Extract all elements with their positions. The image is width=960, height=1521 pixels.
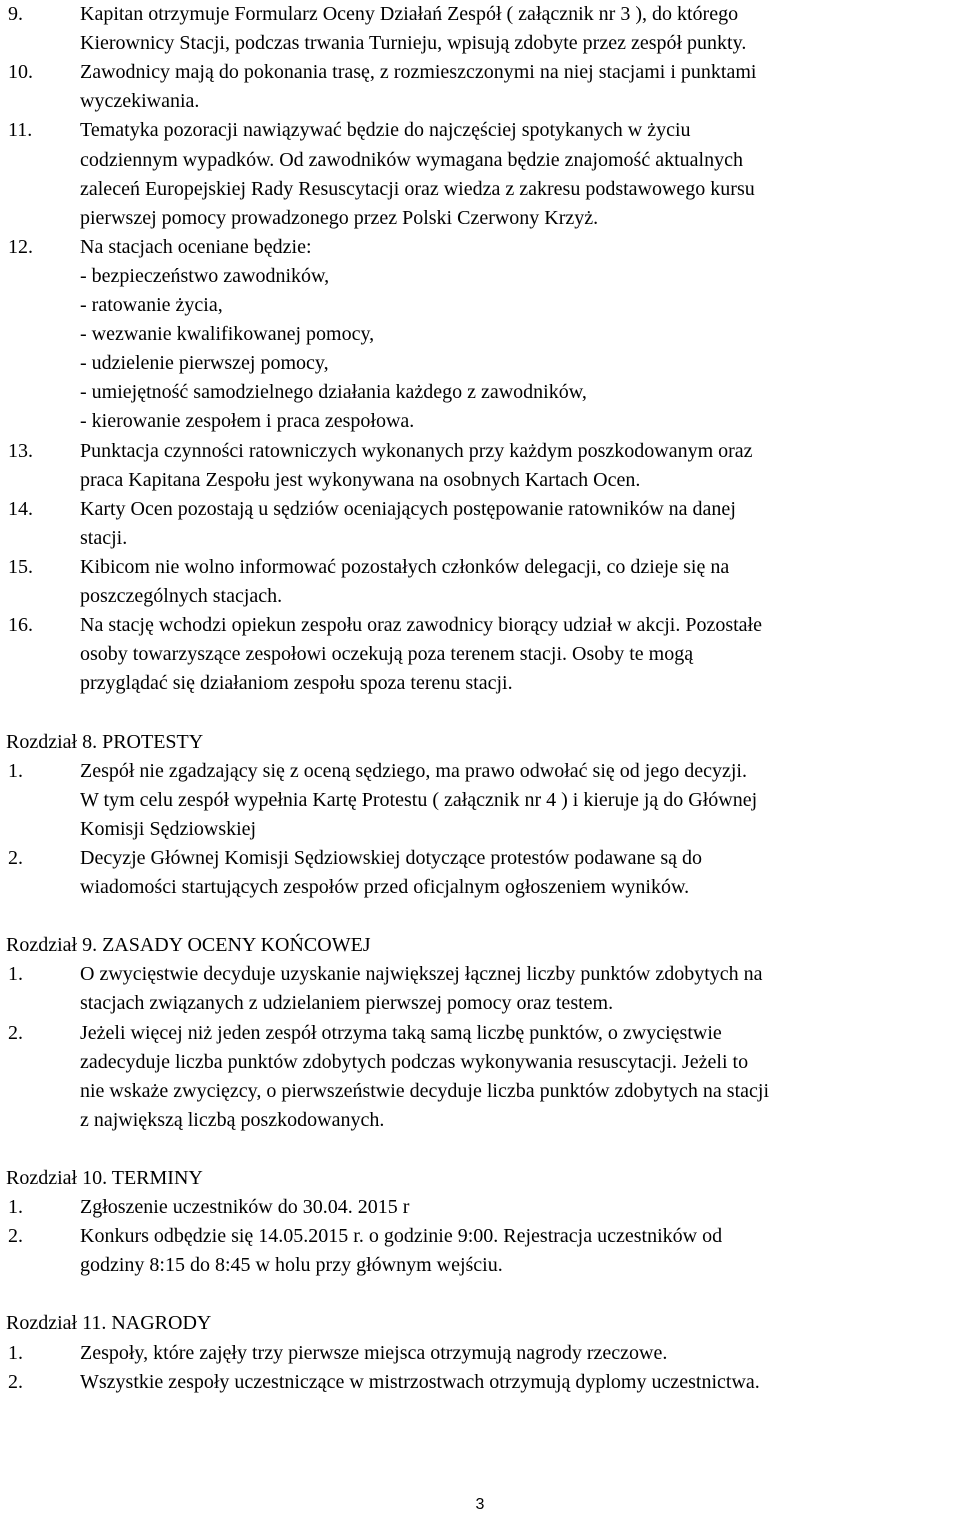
item-number: 1. <box>8 1196 23 1218</box>
item-number: 13. <box>8 440 33 462</box>
item-text: zaleceń Europejskiej Rady Resuscytacji oraz wiedza z zakresu podstawowego kursu <box>80 178 755 200</box>
item-text: stacji. <box>80 527 128 549</box>
item-text: - kierowanie zespołem i praca zespołowa. <box>80 410 415 432</box>
item-text: Konkurs odbędzie się 14.05.2015 r. o godzinie 9:00. Rejestracja uczestników od <box>80 1225 723 1247</box>
item-text: poszczególnych stacjach. <box>80 585 283 607</box>
section-heading-text: Rozdział 8. PROTESTY <box>6 731 204 753</box>
item-number: 9. <box>8 3 23 25</box>
item-number: 1. <box>8 1342 23 1364</box>
item-text: z największą liczbą poszkodowanych. <box>80 1109 385 1131</box>
item-text: wiadomości startujących zespołów przed oficjalnym ogłoszeniem wyników. <box>80 876 690 898</box>
item-text: Komisji Sędziowskiej <box>80 818 257 840</box>
item-text: Karty Ocen pozostają u sędziów oceniających postępowanie ratowników na danej <box>80 498 736 520</box>
item-text: nie wskaże zwycięzcy, o pierwszeństwie decyduje liczba punktów zdobytych na stacji <box>80 1080 769 1102</box>
item-text: O zwycięstwie decyduje uzyskanie największej łącznej liczby punktów zdobytych na <box>80 963 763 985</box>
item-text: stacjach związanych z udzielaniem pierwszej pomocy oraz testem. <box>80 992 614 1014</box>
item-text: Na stację wchodzi opiekun zespołu oraz zawodnicy biorący udział w akcji. Pozostałe <box>80 614 762 636</box>
item-text: przyglądać się działaniom zespołu spoza terenu stacji. <box>80 672 513 694</box>
section-heading-text: Rozdział 9. ZASADY OCENY KOŃCOWEJ <box>6 934 371 956</box>
item-text: - ratowanie życia, <box>80 294 223 316</box>
item-text: Tematyka pozoracji nawiązywać będzie do najczęściej spotykanych w życiu <box>80 119 691 141</box>
item-text: - bezpieczeństwo zawodników, <box>80 265 330 287</box>
item-text: Decyzje Głównej Komisji Sędziowskiej dotyczące protestów podawane są do <box>80 847 703 869</box>
item-text: Zgłoszenie uczestników do 30.04. 2015 r <box>80 1196 410 1218</box>
item-number: 2. <box>8 1371 23 1393</box>
item-number: 1. <box>8 963 23 985</box>
item-text: Zespół nie zgadzający się z oceną sędziego, ma prawo odwołać się od jego decyzji. <box>80 760 747 782</box>
item-text: pierwszej pomocy prowadzonego przez Polski Czerwony Krzyż. <box>80 207 599 229</box>
item-text: wyczekiwania. <box>80 90 200 112</box>
item-text: Kibicom nie wolno informować pozostałych członków delegacji, co dzieje się na <box>80 556 730 578</box>
item-text: codziennym wypadków. Od zawodników wymagana będzie znajomość aktualnych <box>80 149 743 171</box>
item-text: Zawodnicy mają do pokonania trasę, z rozmieszczonymi na niej stacjami i punktami <box>80 61 757 83</box>
item-number: 12. <box>8 236 33 258</box>
item-text: Punktacja czynności ratowniczych wykonanych przy każdym poszkodowanym oraz <box>80 440 753 462</box>
item-number: 15. <box>8 556 33 578</box>
item-text: Wszystkie zespoły uczestniczące w mistrzostwach otrzymują dyplomy uczestnictwa. <box>80 1371 760 1393</box>
item-number: 2. <box>8 1225 23 1247</box>
item-number: 10. <box>8 61 33 83</box>
item-text: Jeżeli więcej niż jeden zespół otrzyma taką samą liczbę punktów, o zwycięstwie <box>80 1022 722 1044</box>
item-text: - udzielenie pierwszej pomocy, <box>80 352 329 374</box>
item-number: 1. <box>8 760 23 782</box>
item-text: praca Kapitana Zespołu jest wykonywana na osobnych Kartach Ocen. <box>80 469 641 491</box>
item-number: 2. <box>8 847 23 869</box>
item-text: W tym celu zespół wypełnia Kartę Protestu ( załącznik nr 4 ) i kieruje ją do Głównej <box>80 789 758 811</box>
page-number: 3 <box>475 1496 485 1513</box>
item-text: Zespoły, które zajęły trzy pierwsze miejsca otrzymują nagrody rzeczowe. <box>80 1342 668 1364</box>
item-text: osoby towarzyszące zespołowi oczekują poza terenem stacji. Osoby te mogą <box>80 643 694 665</box>
section-heading-text: Rozdział 10. TERMINY <box>6 1167 203 1189</box>
item-text: Na stacjach oceniane będzie: <box>80 236 312 258</box>
item-number: 2. <box>8 1022 23 1044</box>
item-text: Kapitan otrzymuje Formularz Oceny Działań Zespół ( załącznik nr 3 ), do którego <box>80 3 739 25</box>
item-text: Kierownicy Stacji, podczas trwania Turnieju, wpisują zdobyte przez zespół punkty. <box>80 32 747 54</box>
item-number: 14. <box>8 498 33 520</box>
item-text: - umiejętność samodzielnego działania każdego z zawodników, <box>80 381 587 403</box>
item-number: 11. <box>8 119 33 141</box>
item-text: - wezwanie kwalifikowanej pomocy, <box>80 323 375 345</box>
item-number: 16. <box>8 614 33 636</box>
section-heading-text: Rozdział 11. NAGRODY <box>6 1312 212 1334</box>
item-text: zadecyduje liczba punktów zdobytych podczas wykonywania resuscytacji. Jeżeli to <box>80 1051 749 1073</box>
item-text: godziny 8:15 do 8:45 w holu przy głównym wejściu. <box>80 1254 503 1276</box>
